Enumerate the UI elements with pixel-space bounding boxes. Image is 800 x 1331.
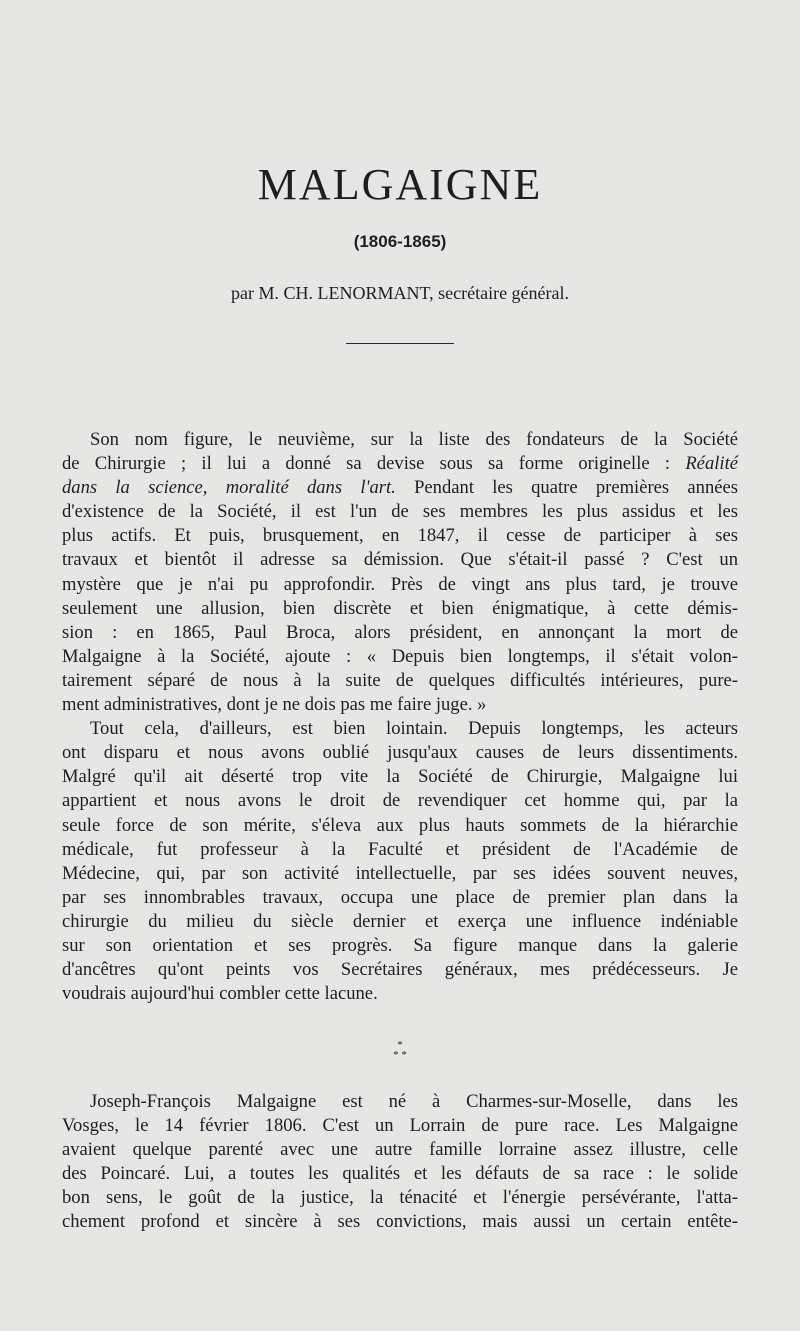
text-line: Son nom figure, le neuvième, sur la liste des fondateurs de la Société	[90, 429, 738, 450]
section-separator-asterism	[0, 1040, 800, 1060]
text-line: chirurgie du milieu du siècle dernier et exerça une influence indéniable	[62, 910, 738, 932]
text-line: tairement séparé de nous à la suite de quelques difficultés intérieures, pure-	[62, 669, 738, 691]
text-line: ment administratives, dont je ne dois pas me faire juge. »	[62, 694, 487, 716]
text-line: Joseph-François Malgaigne est né à Charmes-sur-Moselle, dans les	[90, 1091, 738, 1112]
text-line: bon sens, le goût de la justice, la ténacité et l'énergie persévérante, l'atta-	[62, 1187, 738, 1209]
text-line: Tout cela, d'ailleurs, est bien lointain. Depuis longtemps, les acteurs	[90, 718, 738, 740]
article-byline: par M. CH. LENORMANT, secrétaire général.	[230, 283, 570, 303]
text-line: chement profond et sincère à ses convictions, mais aussi un certain entête-	[62, 1211, 738, 1233]
text-line: sur son orientation et ses progrès. Sa figure manque dans la galerie	[62, 934, 738, 956]
title-divider	[346, 343, 454, 344]
text-line: voudrais aujourd'hui combler cette lacune.	[62, 983, 378, 1005]
text-line: d'ancêtres qu'ont peints vos Secrétaires généraux, mes prédécesseurs. Je	[62, 959, 738, 981]
text-line: médicale, fut professeur à la Faculté et président de l'Académie de	[62, 838, 738, 860]
article-body-section-1	[62, 428, 738, 1006]
asterism-top: *	[397, 1039, 403, 1051]
article-title: MALGAIGNE	[257, 160, 543, 209]
text-line: travaux et bientôt il adresse sa démission. Que s'était-il passé ? C'est un	[62, 549, 738, 571]
text-line: Vosges, le 14 février 1806. C'est un Lorrain de pure race. Les Malgaigne	[62, 1115, 738, 1137]
text-line: plus actifs. Et puis, brusquement, en 1847, il cesse de participer à ses	[62, 525, 738, 547]
text-line: sion : en 1865, Paul Broca, alors président, en annonçant la mort de	[62, 621, 738, 643]
text-line: Malgaigne à la Société, ajoute : « Depuis bien longtemps, il s'était volon-	[62, 645, 738, 667]
paragraph-3	[62, 1090, 738, 1235]
text-segment: de Chirurgie ; il lui a donné sa devise sous sa forme originelle :	[62, 453, 686, 475]
text-line	[62, 452, 738, 476]
text-line: avaient quelque parenté avec une autre famille lorraine assez illustre, celle	[62, 1139, 738, 1161]
text-line: mystère que je n'ai pu approfondir. Près de vingt ans plus tard, je trouve	[62, 573, 738, 595]
article-body-section-2	[62, 1090, 738, 1235]
text-line	[62, 476, 738, 500]
text-line: Malgré qu'il ait déserté trop vite la Société de Chirurgie, Malgaigne lui	[62, 766, 738, 788]
article-dates: (1806-1865)	[353, 232, 447, 251]
text-line: ont disparu et nous avons oublié jusqu'aux causes de leurs dissentiments.	[62, 742, 738, 764]
text-line: seulement une allusion, bien discrète et bien énigmatique, à cette démis-	[62, 597, 738, 619]
paragraph-1	[62, 428, 738, 717]
motto-italic: dans la science, moralité dans l'art.	[62, 477, 396, 499]
text-line: appartient et nous avons le droit de revendiquer cet homme qui, par la	[62, 790, 738, 812]
text-line: seule force de son mérite, s'éleva aux plus hauts sommets de la hiérarchie	[62, 814, 738, 836]
text-line: par ses innombrables travaux, occupa une place de premier plan dans la	[62, 886, 738, 908]
paragraph-2	[62, 717, 738, 1006]
text-line: Médecine, qui, par son activité intellectuelle, par ses idées souvent neuves,	[62, 862, 738, 884]
asterism-bottom: * *	[393, 1049, 407, 1061]
motto-italic: Réalité	[685, 453, 738, 475]
text-line: d'existence de la Société, il est l'un de ses membres les plus assidus et les	[62, 501, 738, 523]
text-line: des Poincaré. Lui, a toutes les qualités et les défauts de sa race : le solide	[62, 1163, 738, 1185]
text-segment: Pendant les quatre premières années	[395, 477, 738, 499]
